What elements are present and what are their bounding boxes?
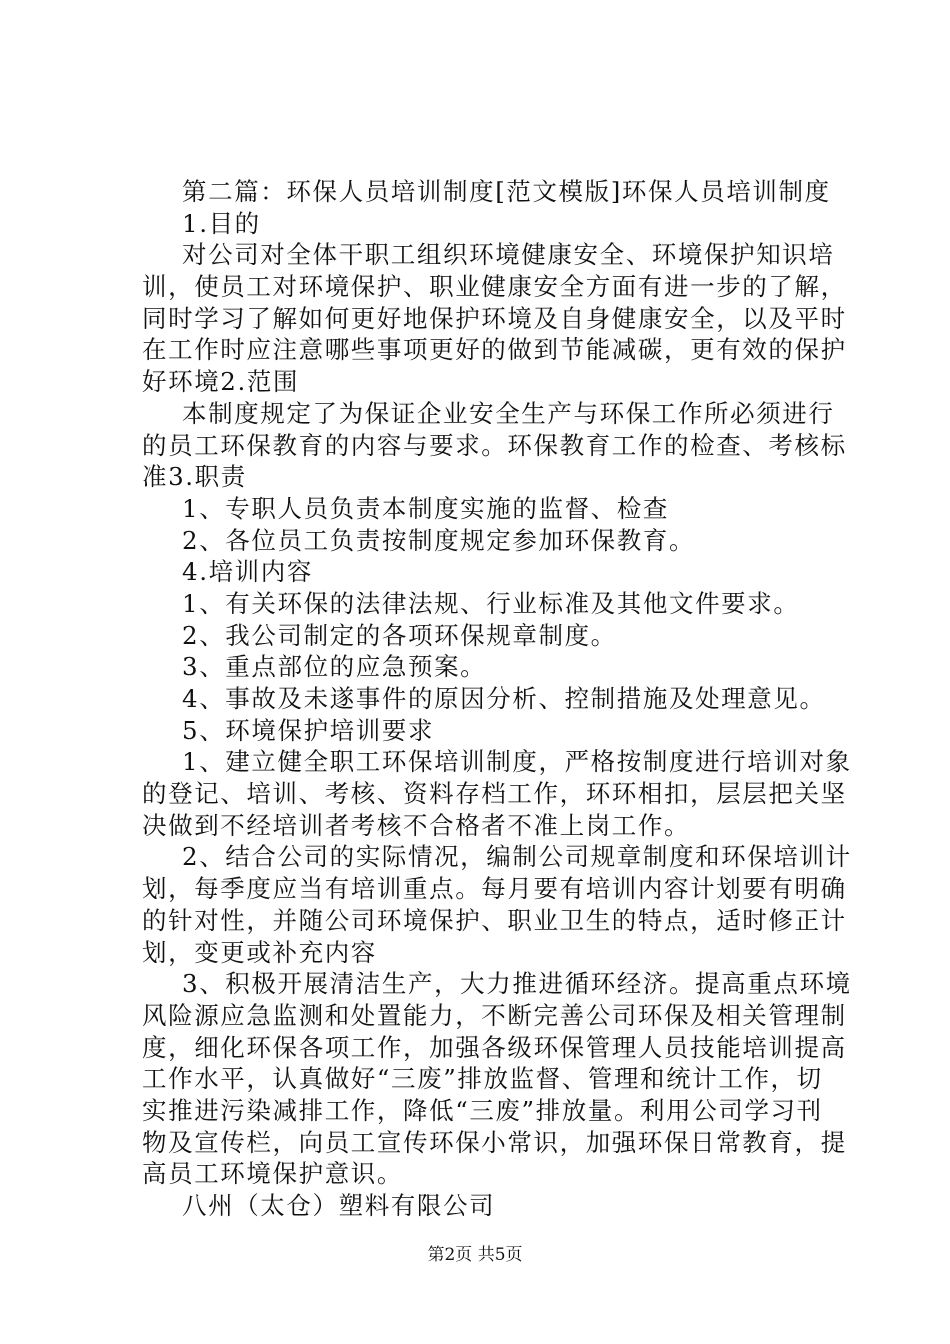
text-line: 3、重点部位的应急预案。: [182, 652, 487, 682]
text-line: 训，使员工对环境保护、职业健康安全方面有进一步的了解，: [142, 272, 847, 302]
text-line: 1、有关环保的法律法规、行业标准及其他文件要求。: [182, 588, 800, 618]
text-line: 2、结合公司的实际情况，编制公司规章制度和环保培训计: [182, 842, 852, 872]
text-line: 4.培训内容: [182, 557, 313, 587]
page-footer: 第2页 共5页: [427, 1245, 523, 1265]
document-body: [142, 176, 852, 1222]
text-line: 1.目的: [182, 208, 261, 238]
text-line: 同时学习了解如何更好地保护环境及自身健康安全，以及平时: [142, 303, 847, 333]
text-line: 物及宣传栏，向员工宣传环保小常识，加强环保日常教育，提: [142, 1127, 847, 1157]
text-line: 第二篇：环保人员培训制度[范文模版]环保人员培训制度: [182, 177, 831, 206]
text-line: 在工作时应注意哪些事项更好的做到节能减碳，更有效的保护: [142, 335, 847, 365]
text-line: 4、事故及未遂事件的原因分析、控制措施及处理意见。: [182, 684, 826, 713]
text-line: 工作水平，认真做好“三废”排放监督、管理和统计工作，切: [142, 1064, 823, 1094]
text-line: 的登记、培训、考核、资料存档工作，环环相扣，层层把关坚: [142, 779, 847, 809]
text-line: 的针对性，并随公司环境保护、职业卫生的特点，适时修正计: [142, 905, 847, 935]
text-line: 度，细化环保各项工作，加强各级环保管理人员技能培训提高: [142, 1032, 847, 1062]
text-line: 高员工环境保护意识。: [142, 1159, 403, 1189]
text-line: 准3.职责: [142, 462, 247, 492]
text-line: 对公司对全体干职工组织环境健康安全、环境保护知识培: [182, 240, 835, 270]
text-line: 1、专职人员负责本制度实施的监督、检查: [182, 493, 669, 523]
text-line: 实推进污染减排工作，降低“三废”排放量。利用公司学习刊: [142, 1095, 823, 1125]
text-line: 划，变更或补充内容: [142, 937, 377, 967]
text-line: 2、各位员工负责按制度规定参加环保教育。: [182, 525, 696, 555]
text-line: 风险源应急监测和处置能力，不断完善公司环保及相关管理制: [142, 1000, 847, 1030]
text-line: 3、积极开展清洁生产，大力推进循环经济。提高重点环境: [182, 969, 852, 999]
text-line: 好环境2.范围: [142, 367, 300, 397]
text-line: 八州（太仓）塑料有限公司: [182, 1191, 496, 1220]
text-line: 5、环境保护培训要求: [182, 715, 435, 745]
text-line: 1、建立健全职工环保培训制度，严格按制度进行培训对象: [182, 747, 852, 777]
text-line: 2、我公司制定的各项环保规章制度。: [182, 620, 617, 650]
text-line: 划，每季度应当有培训重点。每月要有培训内容计划要有明确: [142, 874, 847, 904]
text-line: 决做到不经培训者考核不合格者不准上岗工作。: [142, 810, 691, 840]
text-line: 的员工环保教育的内容与要求。环保教育工作的检查、考核标: [142, 430, 847, 460]
text-line: 本制度规定了为保证企业安全生产与环保工作所必须进行: [182, 398, 835, 428]
